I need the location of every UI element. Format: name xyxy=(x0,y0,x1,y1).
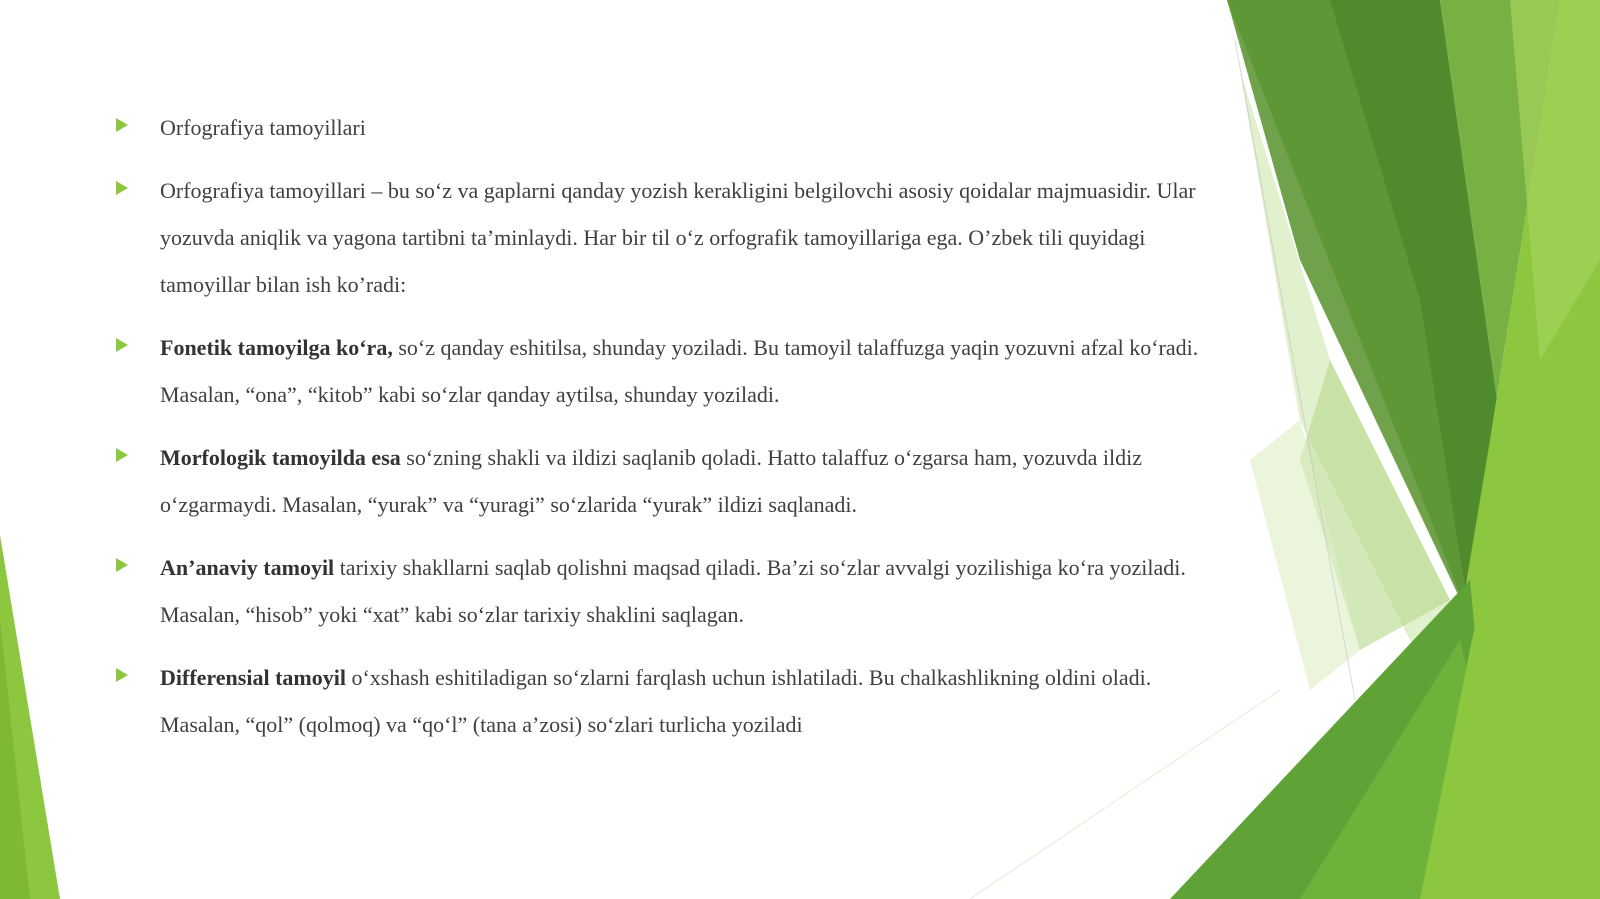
bullet-item-2 xyxy=(110,167,1220,308)
bullet-arrow-icon xyxy=(116,181,128,195)
bullet-item-6 xyxy=(110,654,1220,748)
bullet-text: so‘zning shakli va ildizi saqlanib qoladi. Hatto talaffuz o‘zgarsa ham, yozuvda ildiz o‘zgarmaydi. Masalan, “yurak” va “yuragi” so‘zlarida “yurak” ildizi saqlanadi. xyxy=(160,445,1143,517)
bullet-item-1 xyxy=(110,104,1220,151)
bullet-bold-text: Morfologik tamoyilda esa xyxy=(160,445,401,470)
bullet-text: Orfografiya tamoyillari xyxy=(160,115,366,140)
bullet-list xyxy=(110,104,1220,764)
bullet-arrow-icon xyxy=(116,448,128,462)
bullet-arrow-icon xyxy=(116,558,128,572)
bullet-arrow-icon xyxy=(116,668,128,682)
bullet-bold-text: An’anaviy tamoyil xyxy=(160,555,335,580)
bullet-item-5 xyxy=(110,544,1220,638)
bullet-item-4 xyxy=(110,434,1220,528)
bullet-text: so‘z qanday eshitilsa, shunday yoziladi. Bu tamoyil talaffuzga yaqin yozuvni afzal ko‘radi. Masalan, “ona”, “kitob” kabi so‘zlar qanday aytilsa, shunday yoziladi. xyxy=(160,335,1199,407)
bullet-bold-text: Differensial tamoyil xyxy=(160,665,346,690)
bullet-bold-text: Fonetik tamoyilga ko‘ra, xyxy=(160,335,393,360)
bullet-arrow-icon xyxy=(116,118,128,132)
bullet-text: tarixiy shakllarni saqlab qolishni maqsad qiladi. Ba’zi so‘zlar avvalgi yozilishiga ko‘ra yoziladi. Masalan, “hisob” yoki “xat” kabi so‘zlar tarixiy shaklini saqlagan. xyxy=(160,555,1186,627)
bullet-arrow-icon xyxy=(116,338,128,352)
bullet-text: Orfografiya tamoyillari – bu so‘z va gaplarni qanday yozish kerakligini belgilovchi asosiy qoidalar majmuasidir. Ular yozuvda aniqlik va yagona tartibni ta’minlaydi. Har bir til o‘z orfografik tamoyillariga ega. O’zbek tili quyidagi tamoyillar bilan ish ko’radi: xyxy=(160,178,1196,297)
bullet-item-3 xyxy=(110,324,1220,418)
bullet-text: o‘xshash eshitiladigan so‘zlarni farqlash uchun ishlatiladi. Bu chalkashlikning oldini oladi. Masalan, “qol” (qolmoq) va “qo‘l” (tana a’zosi) so‘zlari turlicha yoziladi xyxy=(160,665,1152,737)
